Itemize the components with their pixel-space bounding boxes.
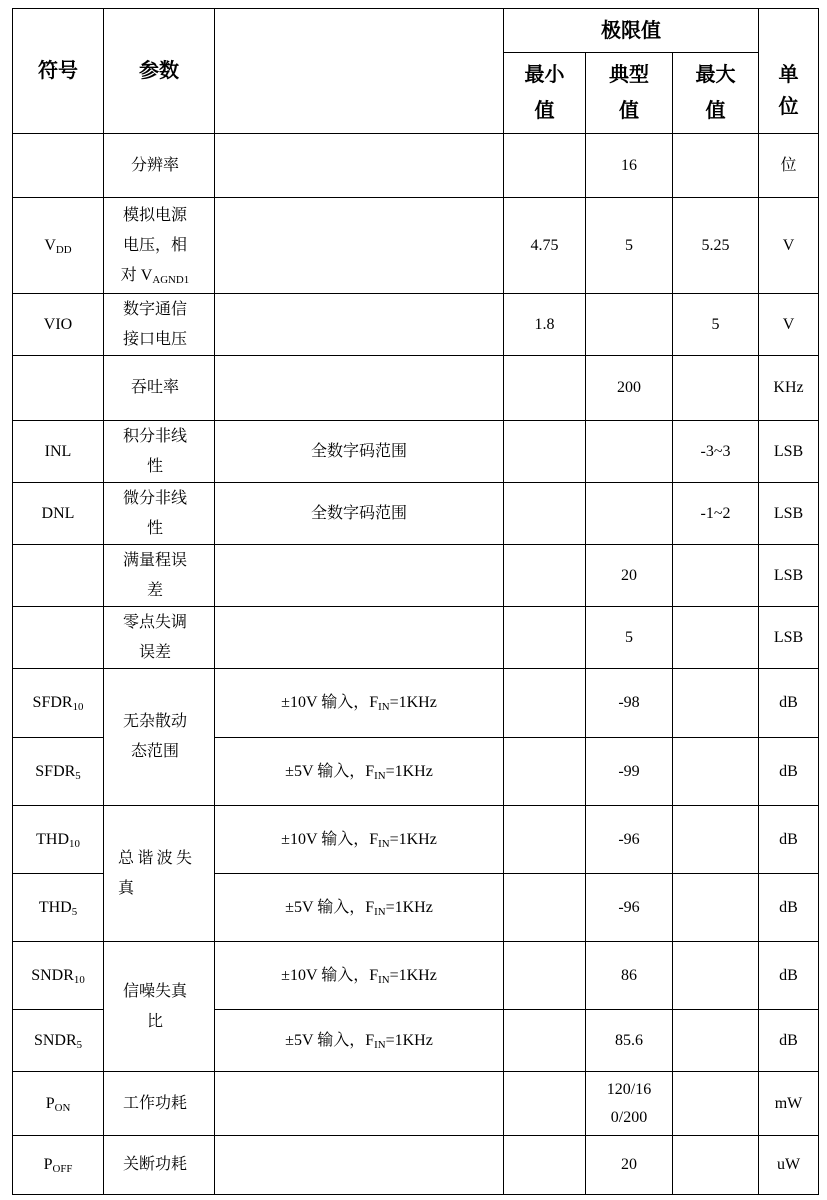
spec-table (12, 8, 819, 1195)
condition-tail: =1KHz (385, 762, 433, 780)
symbol-cell (13, 806, 104, 874)
max-cell (673, 874, 759, 942)
condition-cell: 全数字码范围 (215, 483, 504, 545)
symbol-text: THD (38, 898, 72, 916)
max-cell: 5.25 (673, 198, 759, 294)
min-cell (504, 545, 586, 607)
symbol-text: SFDR (35, 762, 76, 780)
max-cell: -1~2 (673, 483, 759, 545)
symbol-text: SFDR (32, 694, 73, 711)
symbol-cell (13, 356, 104, 421)
condition-cell (215, 198, 504, 294)
table-row (13, 669, 819, 738)
max-cell (673, 669, 759, 738)
unit-cell: mW (759, 1072, 819, 1136)
header-max-label: 最大值 (695, 64, 736, 122)
unit-cell: dB (759, 738, 819, 806)
table-row (13, 942, 819, 1010)
condition-tail: =1KHz (389, 966, 437, 984)
max-cell (673, 545, 759, 607)
typ-cell (586, 421, 673, 483)
header-max (673, 53, 759, 134)
unit-cell: dB (759, 874, 819, 942)
symbol-subscript: 10 (69, 837, 80, 850)
condition-cell (215, 356, 504, 421)
symbol-text: SNDR (33, 1031, 77, 1049)
max-cell (673, 738, 759, 806)
header-unit-label: 单位 (778, 64, 799, 118)
param-cell: 积分非线性 (104, 421, 215, 483)
table-row (13, 1072, 819, 1136)
typ-value: 120/160/200 (606, 1080, 652, 1126)
param-cell: 工作功耗 (104, 1072, 215, 1136)
table-row (13, 545, 819, 607)
symbol-text: THD (36, 830, 69, 848)
header-condition (215, 9, 504, 134)
min-cell (504, 942, 586, 1010)
condition-tail: =1KHz (389, 830, 437, 848)
min-cell (504, 607, 586, 669)
unit-cell: 位 (759, 134, 819, 198)
max-cell (673, 942, 759, 1010)
header-typ (586, 53, 673, 134)
max-cell (673, 356, 759, 421)
typ-cell (586, 483, 673, 545)
symbol-cell (13, 198, 104, 294)
symbol-cell (13, 607, 104, 669)
symbol-cell: VIO (13, 294, 104, 356)
param-cell: 零点失调误差 (104, 607, 215, 669)
min-cell (504, 483, 586, 545)
condition-tail: =1KHz (385, 1031, 433, 1049)
min-cell: 1.8 (504, 294, 586, 356)
symbol-subscript: 5 (76, 1038, 83, 1051)
symbol-cell (13, 942, 104, 1010)
min-cell (504, 1136, 586, 1195)
param-cell: 数字通信接口电压 (104, 294, 215, 356)
table-row (13, 1136, 819, 1195)
unit-cell: dB (759, 669, 819, 738)
symbol-cell (13, 738, 104, 806)
min-cell (504, 1072, 586, 1136)
condition-cell (215, 669, 504, 738)
condition-tail: =1KHz (385, 898, 433, 916)
condition-text: ±10V 输入，F (281, 830, 379, 848)
symbol-text: P (43, 1156, 53, 1173)
max-cell (673, 607, 759, 669)
param-cell: 满量程误差 (104, 545, 215, 607)
condition-subscript: IN (374, 769, 386, 782)
min-cell (504, 738, 586, 806)
typ-cell: 85.6 (586, 1010, 673, 1072)
typ-cell: 200 (586, 356, 673, 421)
unit-cell: V (759, 294, 819, 356)
condition-text: ±5V 输入，F (285, 762, 375, 780)
unit-cell: dB (759, 806, 819, 874)
max-cell: -3~3 (673, 421, 759, 483)
unit-cell: dB (759, 1010, 819, 1072)
condition-cell (215, 545, 504, 607)
condition-cell (215, 134, 504, 198)
symbol-text: SNDR (31, 966, 74, 984)
symbol-cell (13, 669, 104, 738)
symbol-cell: DNL (13, 483, 104, 545)
condition-cell (215, 1136, 504, 1195)
min-cell (504, 806, 586, 874)
typ-cell: 20 (586, 1136, 673, 1195)
header-min-label: 最小值 (524, 64, 565, 122)
condition-cell (215, 1072, 504, 1136)
header-typ-label: 典型值 (609, 64, 649, 122)
param-cell: 微分非线性 (104, 483, 215, 545)
symbol-subscript: OFF (52, 1163, 73, 1176)
symbol-cell (13, 545, 104, 607)
min-cell (504, 1010, 586, 1072)
typ-cell: 5 (586, 607, 673, 669)
symbol-subscript: 10 (73, 973, 85, 986)
condition-cell (215, 738, 504, 806)
header-param: 参数 (104, 9, 215, 134)
table-row (13, 607, 819, 669)
max-cell (673, 1010, 759, 1072)
typ-cell: -96 (586, 874, 673, 942)
param-cell: 关断功耗 (104, 1136, 215, 1195)
header-unit (759, 9, 819, 134)
max-cell: 5 (673, 294, 759, 356)
param-cell: 吞吐率 (104, 356, 215, 421)
condition-cell: 全数字码范围 (215, 421, 504, 483)
typ-cell: 5 (586, 198, 673, 294)
min-cell (504, 669, 586, 738)
min-cell: 4.75 (504, 198, 586, 294)
unit-cell: V (759, 198, 819, 294)
table-row (13, 198, 819, 294)
condition-cell (215, 294, 504, 356)
symbol-subscript: 10 (72, 701, 84, 714)
unit-cell: dB (759, 942, 819, 1010)
table-row (13, 134, 819, 198)
typ-cell: -99 (586, 738, 673, 806)
typ-cell: -98 (586, 669, 673, 738)
table-row (13, 421, 819, 483)
unit-cell: LSB (759, 483, 819, 545)
condition-subscript: IN (378, 973, 390, 986)
symbol-text: V (44, 236, 56, 254)
symbol-cell (13, 134, 104, 198)
param-cell: 无杂散动态范围 (104, 669, 215, 806)
table-row (13, 294, 819, 356)
condition-subscript: IN (378, 837, 390, 850)
unit-cell: KHz (759, 356, 819, 421)
unit-cell: uW (759, 1136, 819, 1195)
min-cell (504, 134, 586, 198)
unit-cell: LSB (759, 421, 819, 483)
condition-tail: =1KHz (389, 694, 437, 711)
unit-cell: LSB (759, 607, 819, 669)
table-row (13, 356, 819, 421)
unit-cell: LSB (759, 545, 819, 607)
table-row (13, 483, 819, 545)
max-cell (673, 806, 759, 874)
condition-text: ±10V 输入，F (281, 966, 379, 984)
param-cell (104, 198, 215, 294)
max-cell (673, 1136, 759, 1195)
condition-text: ±5V 输入，F (285, 1031, 375, 1049)
symbol-subscript: DD (55, 243, 72, 256)
header-limits: 极限值 (504, 9, 759, 53)
condition-cell (215, 1010, 504, 1072)
param-text: 模拟电源电压，相对 V (120, 206, 187, 284)
header-symbol: 符号 (13, 9, 104, 134)
min-cell (504, 874, 586, 942)
min-cell (504, 356, 586, 421)
table-row (13, 806, 819, 874)
max-cell (673, 134, 759, 198)
symbol-cell: INL (13, 421, 104, 483)
condition-cell (215, 874, 504, 942)
min-cell (504, 421, 586, 483)
condition-cell (215, 942, 504, 1010)
header-row (13, 9, 819, 53)
typ-cell (586, 1072, 673, 1136)
condition-text: ±5V 输入，F (285, 898, 375, 916)
typ-cell (586, 294, 673, 356)
param-cell: 信噪失真比 (104, 942, 215, 1072)
typ-cell: -96 (586, 806, 673, 874)
typ-cell: 16 (586, 134, 673, 198)
condition-cell (215, 806, 504, 874)
typ-cell: 86 (586, 942, 673, 1010)
condition-cell (215, 607, 504, 669)
condition-subscript: IN (374, 905, 386, 918)
symbol-text: P (45, 1094, 55, 1112)
symbol-cell (13, 1010, 104, 1072)
param-subscript: AGND1 (152, 273, 190, 286)
condition-text: ±10V 输入，F (281, 694, 379, 711)
symbol-subscript: 5 (75, 769, 81, 782)
param-cell: 总谐波失真 (104, 806, 215, 942)
max-cell (673, 1072, 759, 1136)
condition-subscript: IN (378, 701, 390, 714)
condition-subscript: IN (374, 1038, 386, 1051)
symbol-cell (13, 874, 104, 942)
symbol-subscript: ON (54, 1101, 71, 1114)
header-min (504, 53, 586, 134)
symbol-subscript: 5 (71, 905, 78, 918)
typ-cell: 20 (586, 545, 673, 607)
symbol-cell (13, 1136, 104, 1195)
param-cell: 分辨率 (104, 134, 215, 198)
symbol-cell (13, 1072, 104, 1136)
